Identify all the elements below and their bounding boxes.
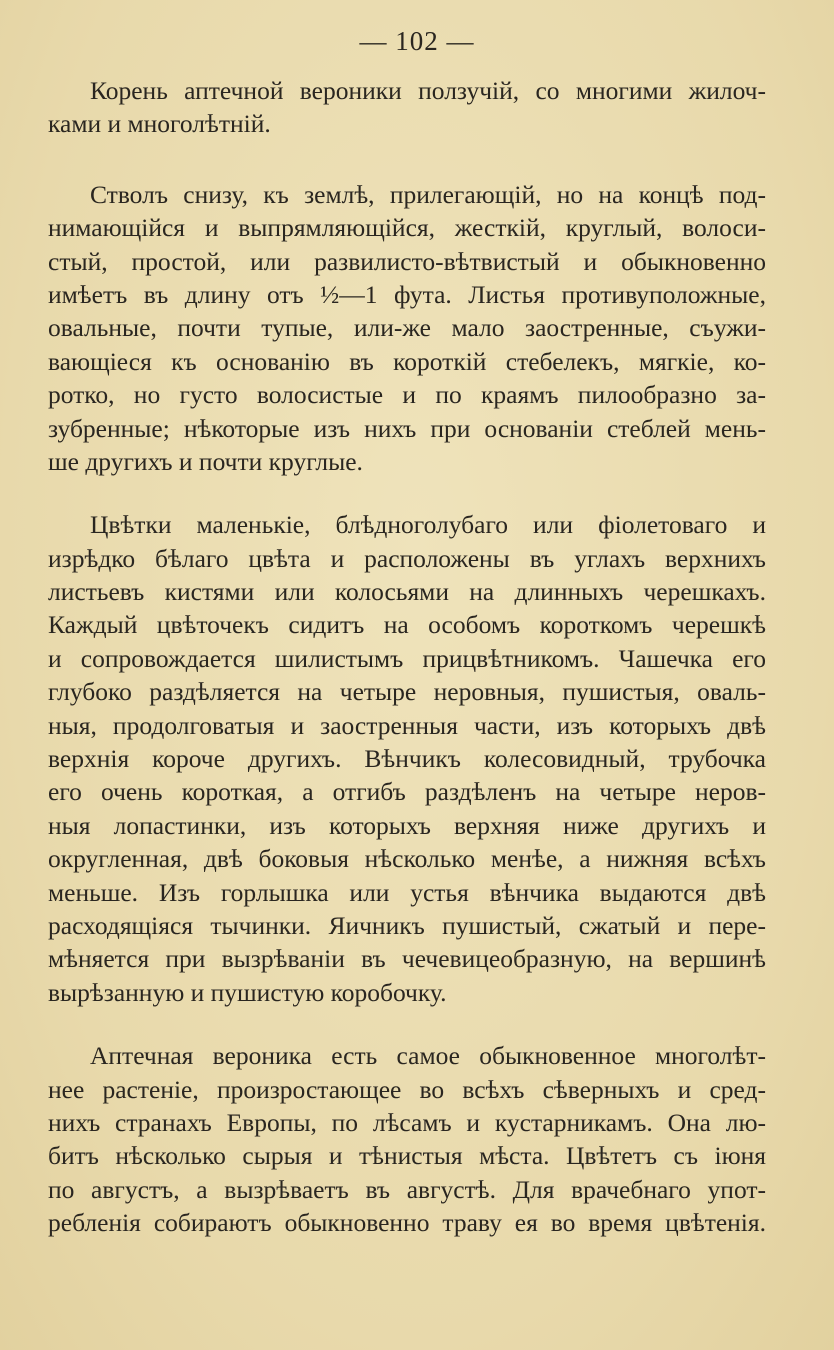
- text-line: меньше. Изъ горлышка или устья вѣнчика выдаются двѣ: [48, 877, 766, 907]
- text-line: ше другихъ и почти круглые.: [48, 446, 363, 476]
- text-line: изрѣдко бѣлаго цвѣта и расположены въ углахъ верхнихъ: [48, 543, 766, 573]
- paragraph-1: [48, 74, 766, 141]
- text-line: по августъ, а вызрѣваетъ въ августѣ. Для врачебнаго упот-: [48, 1174, 766, 1204]
- text-line: ротко, но густо волосистые и по краямъ пилообразно за-: [48, 380, 766, 410]
- text-line: ныя лопастинки, изъ которыхъ верхняя ниже другихъ и: [48, 810, 766, 840]
- body-text: [48, 74, 766, 1240]
- text-line: Стволъ снизу, къ землѣ, прилегающій, но на концѣ под-: [90, 179, 766, 209]
- text-line: и сопровождается шилистымъ прицвѣтникомъ. Чашечка его: [48, 643, 766, 673]
- text-line: верхнія короче другихъ. Вѣнчикъ колесовидный, трубочка: [48, 744, 766, 774]
- text-line: мѣняется при вызрѣваніи въ чечевицеобразную, на вершинѣ: [48, 944, 766, 974]
- text-line: нее растеніе, произростающее во всѣхъ сѣверныхъ и сред-: [48, 1074, 766, 1104]
- text-line: ками и многолѣтній.: [48, 109, 271, 139]
- text-line: вырѣзанную и пушистую коробочку.: [48, 977, 447, 1007]
- text-line: ребленія собираютъ обыкновенно траву ея во время цвѣтенія.: [48, 1208, 766, 1238]
- text-line: Аптечная вероника есть самое обыкновенное многолѣт-: [90, 1041, 766, 1071]
- text-line: зубренные; нѣкоторые изъ нихъ при основаніи стеблей мень-: [48, 413, 766, 443]
- paragraph-4: [48, 1039, 766, 1239]
- text-line: имѣетъ въ длину отъ ½—1 фута. Листья противуположные,: [48, 279, 766, 309]
- paragraph-3: [48, 508, 766, 1009]
- page-number: — 102 —: [359, 26, 475, 56]
- paragraph-2: [48, 178, 766, 479]
- text-line: стый, простой, или развилисто-вѣтвистый и обыкновенно: [48, 246, 766, 276]
- text-line: глубоко раздѣляется на четыре неровныя, пушистыя, оваль-: [48, 677, 766, 707]
- text-line: расходящіяся тычинки. Яичникъ пушистый, сжатый и пере-: [48, 910, 766, 940]
- text-line: нимающійся и выпрямляющійся, жесткій, круглый, волоси-: [48, 213, 766, 243]
- text-line: его очень короткая, а отгибъ раздѣленъ на четыре неров-: [48, 777, 766, 807]
- text-line: вающіеся къ основанію въ короткій стебелекъ, мягкіе, ко-: [48, 346, 766, 376]
- text-line: Корень аптечной вероники ползучій, со многими жилоч-: [90, 76, 766, 105]
- text-line: листьевъ кистями или колосьями на длинныхъ черешкахъ.: [48, 577, 766, 607]
- text-line: Цвѣтки маленькіе, блѣдноголубаго или фіолетоваго и: [90, 510, 766, 540]
- text-line: округленная, двѣ боковыя нѣсколько менѣе, а нижняя всѣхъ: [48, 844, 766, 874]
- text-line: нихъ странахъ Европы, по лѣсамъ и кустарникамъ. Она лю-: [48, 1107, 766, 1137]
- text-line: Каждый цвѣточекъ сидитъ на особомъ короткомъ черешкѣ: [48, 610, 766, 640]
- text-line: битъ нѣсколько сырыя и тѣнистыя мѣста. Цвѣтетъ съ іюня: [48, 1141, 766, 1171]
- text-line: овальные, почти тупые, или-же мало заостренные, съужи-: [48, 313, 766, 343]
- text-line: ныя, продолговатыя и заостренныя части, изъ которыхъ двѣ: [48, 710, 766, 740]
